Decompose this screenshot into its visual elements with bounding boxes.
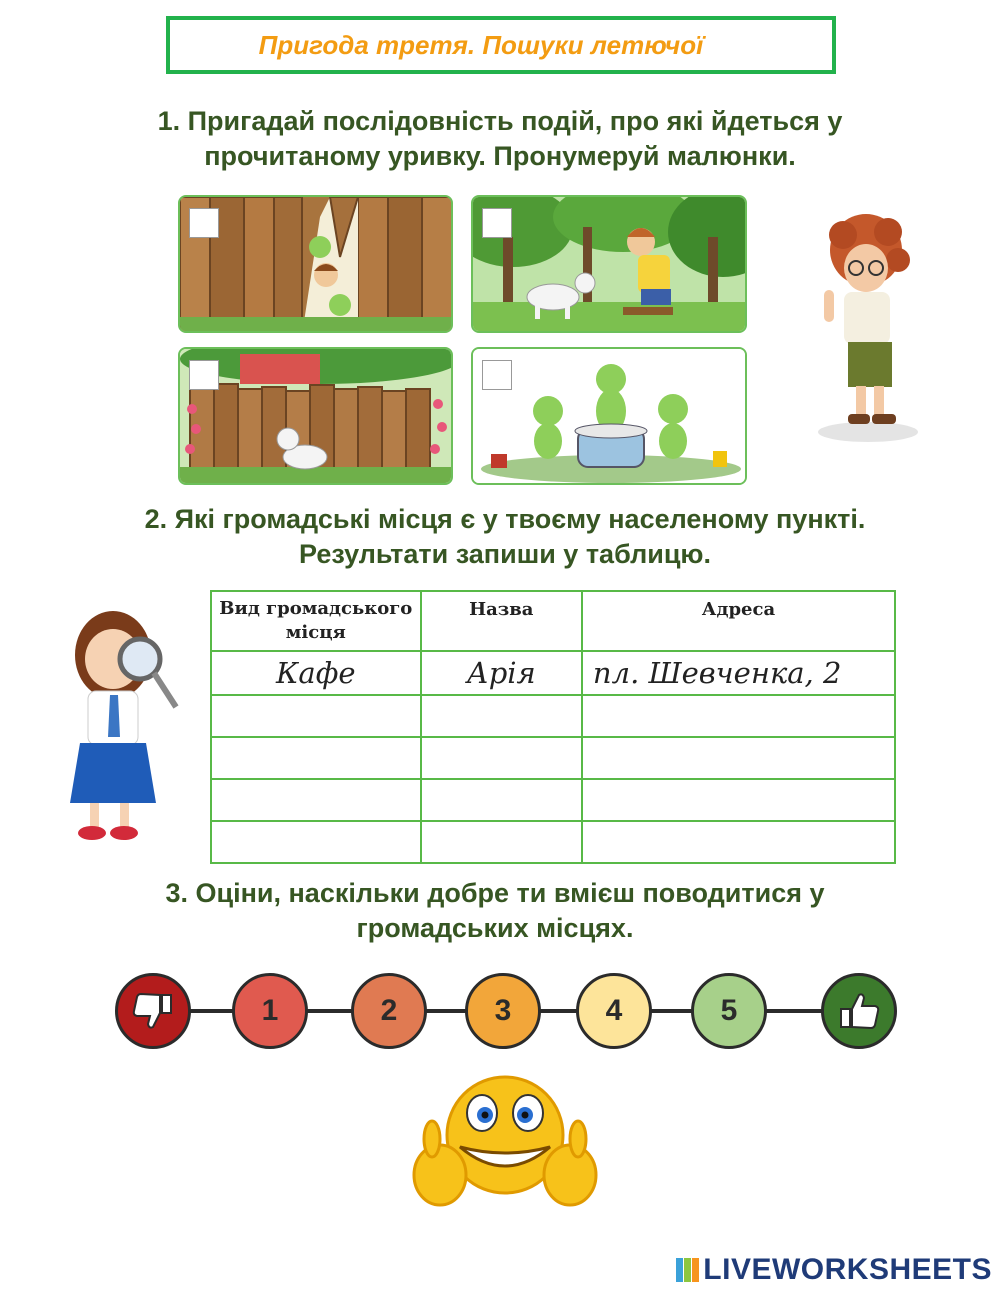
cell-example-address: пл. Шевченка, 2 (582, 651, 895, 695)
cell-example-name: Арія (421, 651, 582, 695)
picture-fence-dog (178, 347, 453, 485)
fence-gap-illustration (180, 197, 453, 333)
rating-thumbs-up[interactable] (821, 973, 897, 1049)
header-name: Назва (421, 591, 582, 651)
cell-input[interactable] (582, 821, 895, 863)
task2-line1: 2. Які громадські місця є у твоєму населеному пункті. (144, 504, 866, 534)
thumbs-down-icon (131, 989, 175, 1033)
rating-option-3[interactable] (465, 973, 541, 1049)
cell-input[interactable] (582, 779, 895, 821)
cell-input[interactable] (582, 695, 895, 737)
table-row (211, 695, 895, 737)
rating-option-2[interactable] (351, 973, 427, 1049)
order-box-1[interactable] (189, 208, 219, 238)
liveworksheets-logo-icon (676, 1258, 700, 1282)
cell-input[interactable] (211, 821, 421, 863)
cell-input[interactable] (421, 821, 582, 863)
picture-aliens-pot (471, 347, 747, 485)
cell-input[interactable] (211, 695, 421, 737)
rating-option-5[interactable] (691, 973, 767, 1049)
table-row (211, 651, 895, 695)
table-row (211, 821, 895, 863)
aliens-pot-illustration (473, 349, 747, 485)
rating-option-4[interactable] (576, 973, 652, 1049)
girl-character (58, 607, 183, 847)
task2-heading (0, 502, 1000, 572)
smiley-thumbs-up-icon (410, 1075, 600, 1215)
cell-input[interactable] (421, 695, 582, 737)
task3-line1: 3. Оціни, наскільки добре ти вмієш поводитися у (165, 878, 825, 908)
cell-input[interactable] (421, 737, 582, 779)
logo-text: LIVEWORKSHEETS (703, 1253, 992, 1286)
rating-value: 2 (380, 994, 398, 1027)
cell-input[interactable] (582, 737, 895, 779)
rating-value: 4 (605, 994, 623, 1027)
order-box-2[interactable] (482, 208, 512, 238)
task3-heading (0, 876, 990, 946)
title-box (166, 16, 836, 74)
table-row (211, 737, 895, 779)
liveworksheets-logo (676, 1253, 992, 1287)
rating-value: 5 (720, 994, 738, 1027)
cell-input[interactable] (211, 779, 421, 821)
task2-line2: Результати запиши у таблицю. (299, 539, 711, 569)
order-box-3[interactable] (189, 360, 219, 390)
table-row (211, 779, 895, 821)
rating-value: 1 (261, 994, 279, 1027)
rating-option-1[interactable] (232, 973, 308, 1049)
order-box-4[interactable] (482, 360, 512, 390)
public-places-table (210, 590, 896, 864)
header-type (211, 591, 421, 651)
boy-dog-illustration (473, 197, 747, 333)
rating-thumbs-down[interactable] (115, 973, 191, 1049)
picture-fence-gap (178, 195, 453, 333)
task1-heading (0, 104, 1000, 174)
cell-input[interactable] (211, 737, 421, 779)
task1-line1: 1. Пригадай послідовність подій, про які йдеться у (157, 106, 843, 136)
task3-line2: громадських місцях. (356, 913, 634, 943)
cell-example-type: Кафе (211, 651, 421, 695)
table-header-row (211, 591, 895, 651)
rating-value: 3 (494, 994, 512, 1027)
page-title: Пригода третя. Пошуки летючої (258, 29, 704, 60)
task1-line2: прочитаному уривку. Пронумеруй малюнки. (204, 141, 796, 171)
picture-boy-dog (471, 195, 747, 333)
cell-input[interactable] (421, 779, 582, 821)
header-type-line2: місця (285, 622, 346, 643)
boy-character (808, 210, 928, 445)
header-type-line1: Вид громадського (219, 598, 413, 619)
thumbs-up-icon (837, 989, 881, 1033)
header-address: Адреса (582, 591, 895, 651)
fence-dog-illustration (180, 349, 453, 485)
